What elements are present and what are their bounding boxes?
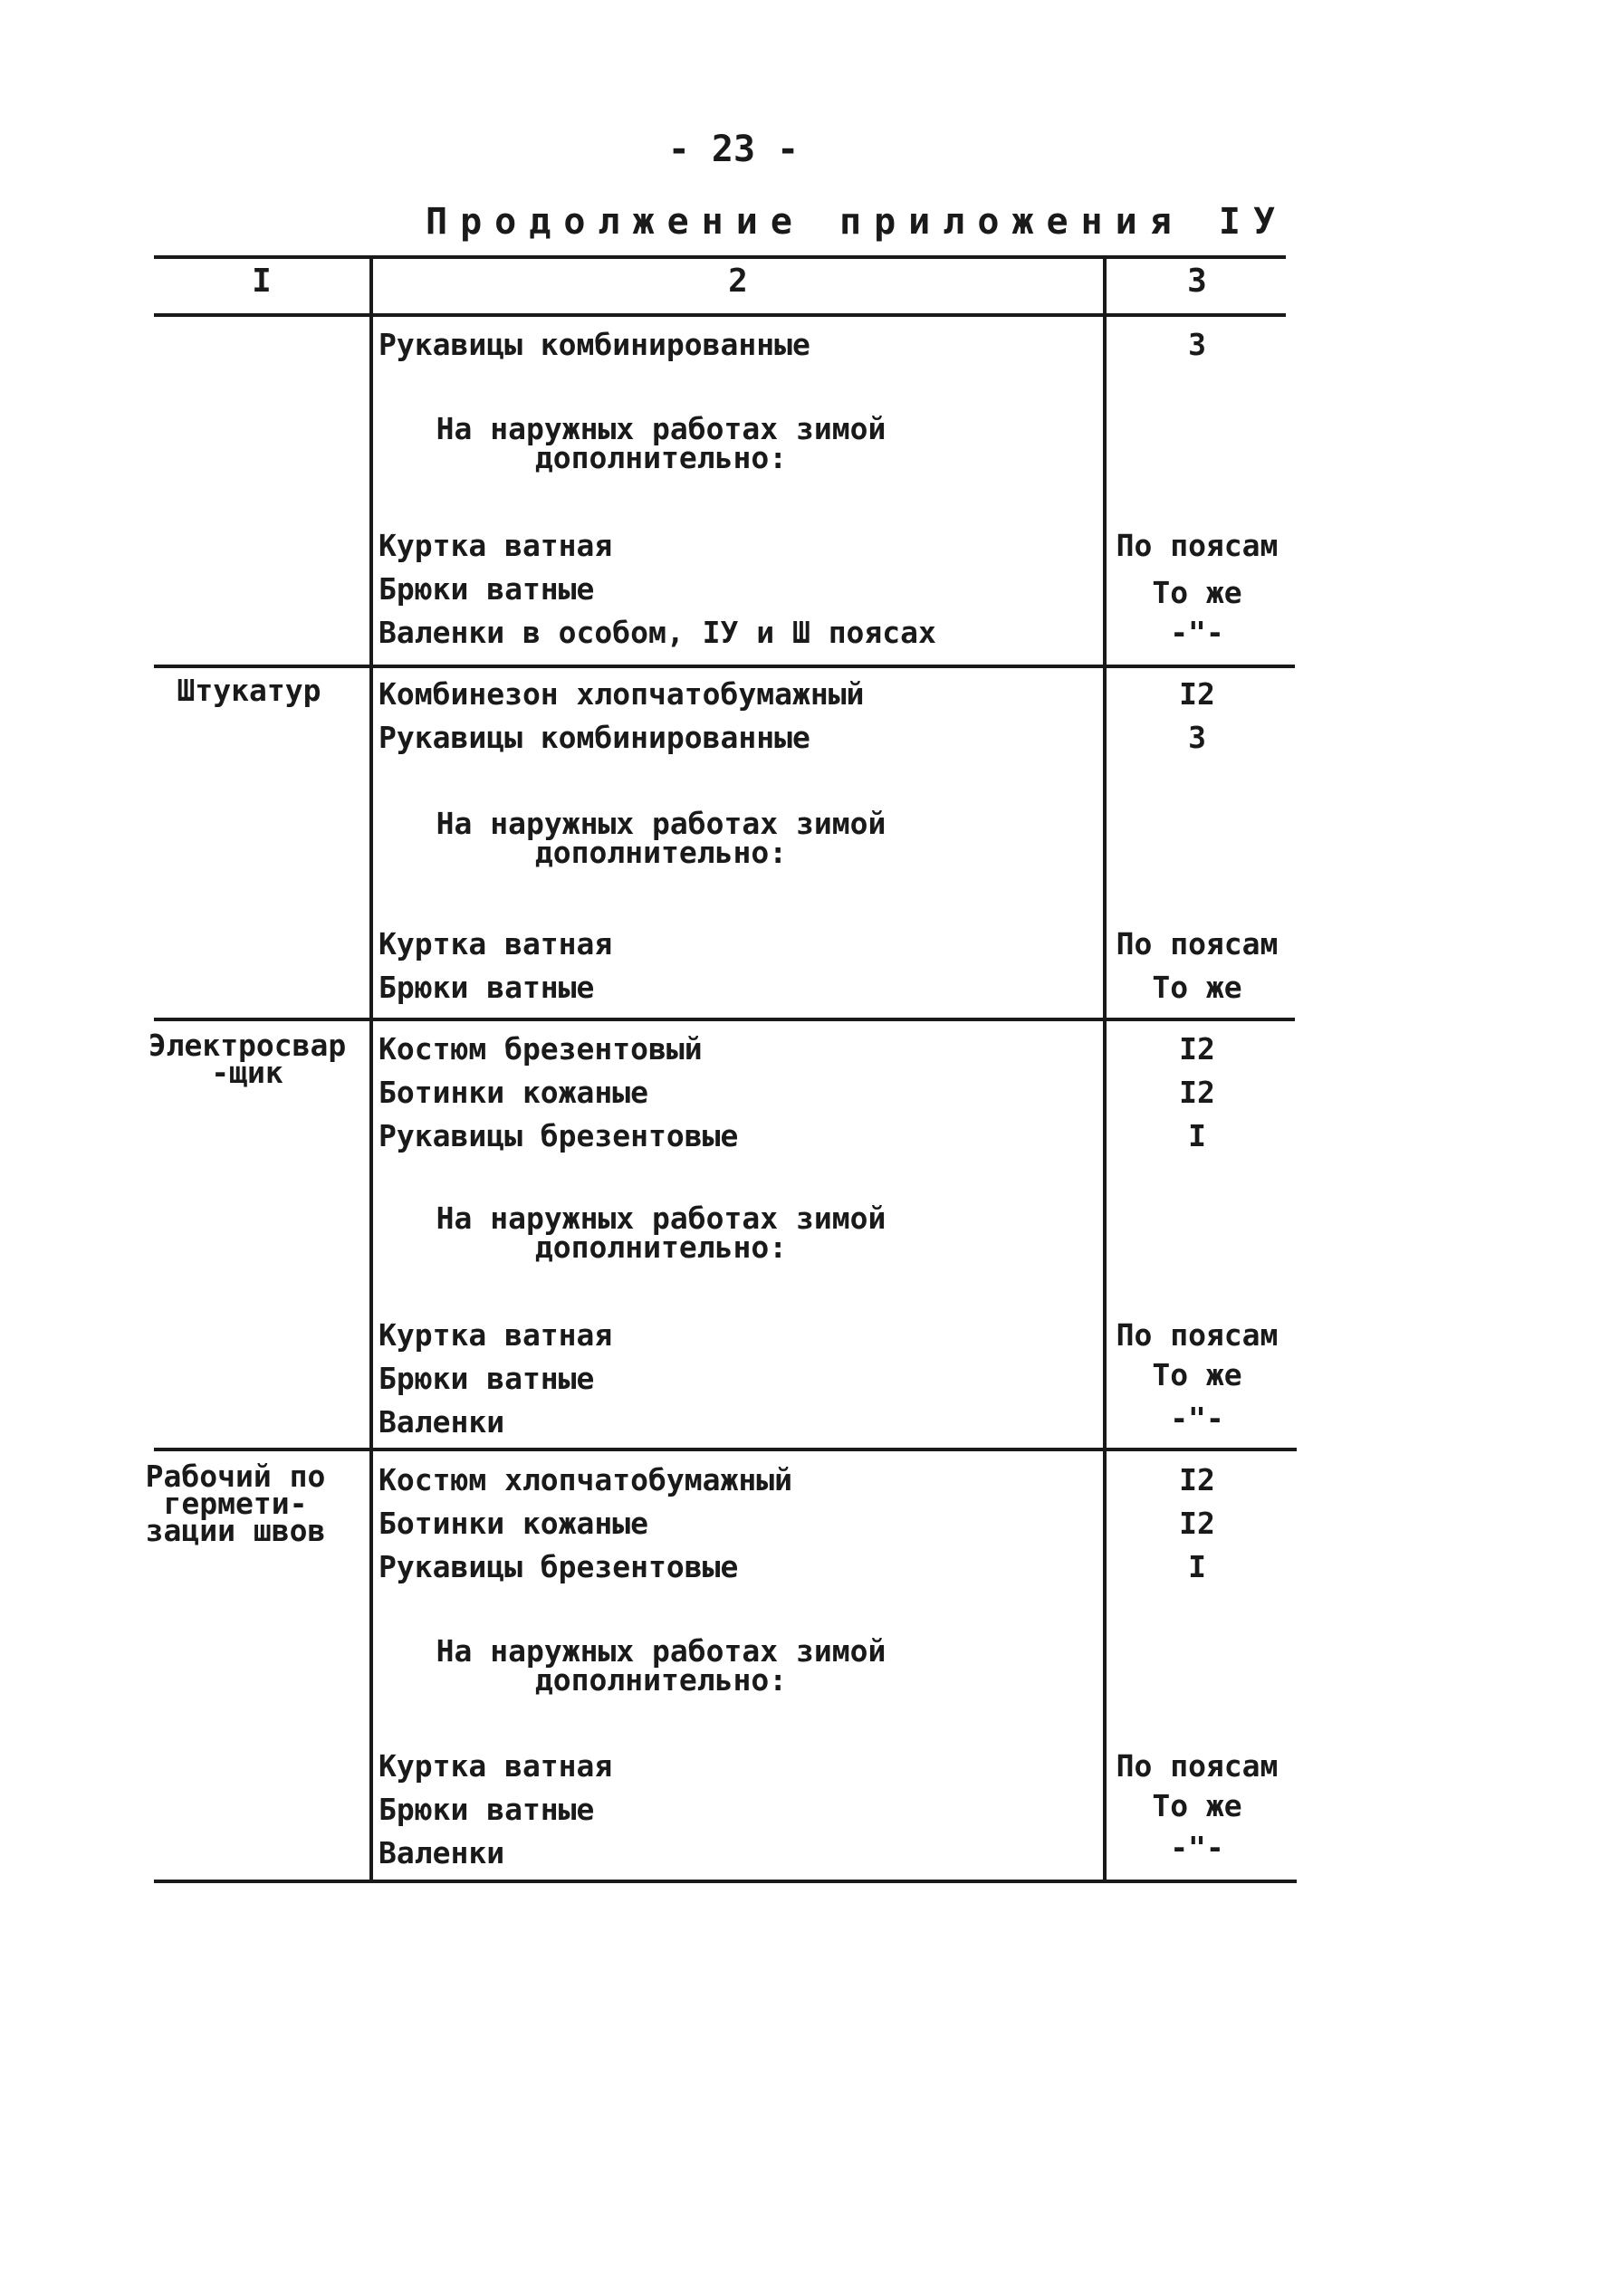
item-name: Рукавицы брезентовые — [379, 1549, 739, 1584]
item-term: -"- — [1170, 1830, 1224, 1865]
appendix-heading: Продолжение приложения IУ — [426, 201, 1289, 243]
item-term: I2 — [1179, 676, 1215, 712]
profession-name: Штукатур — [177, 673, 321, 708]
page-number: - 23 - — [667, 129, 800, 170]
item-term: По поясам — [1116, 528, 1279, 563]
item-name: Валенки в особом, IУ и Ш поясах — [379, 615, 936, 650]
item-name: Брюки ватные — [379, 571, 595, 607]
item-term: То же — [1152, 575, 1242, 610]
profession-name: Электросвар-щик — [148, 1028, 347, 1090]
column-header: 3 — [1187, 263, 1207, 300]
item-term: То же — [1152, 970, 1242, 1005]
table-bottom-rule — [154, 1880, 1297, 1883]
section-note: На наружных работах зимой дополнительно: — [436, 1201, 886, 1265]
item-name: Костюм хлопчатобумажный — [379, 1462, 792, 1497]
section-rule — [154, 1448, 1297, 1451]
item-term: -"- — [1170, 615, 1224, 650]
item-term: I — [1188, 1549, 1206, 1584]
header-bottom-rule — [154, 313, 1286, 317]
item-term: То же — [1152, 1788, 1242, 1823]
item-term: I2 — [1179, 1075, 1215, 1110]
item-term: I — [1188, 1118, 1206, 1153]
profession-name: Рабочий по гермети-зации швов — [145, 1459, 326, 1548]
item-term: -"- — [1170, 1401, 1224, 1436]
section-note: На наружных работах зимой дополнительно: — [436, 1633, 886, 1698]
item-term: 3 — [1188, 327, 1206, 362]
item-term: По поясам — [1116, 926, 1279, 961]
item-term: 3 — [1188, 720, 1206, 755]
section-note: На наружных работах зимой дополнительно: — [436, 806, 886, 870]
item-name: Брюки ватные — [379, 1792, 595, 1827]
item-term: I2 — [1179, 1031, 1215, 1067]
item-term: По поясам — [1116, 1748, 1279, 1784]
column-header: I — [252, 263, 272, 300]
item-term: I2 — [1179, 1506, 1215, 1541]
table-top-rule — [154, 255, 1286, 259]
section-note: На наружных работах зимой дополнительно: — [436, 411, 886, 475]
column-divider — [1103, 255, 1107, 1881]
item-name: Валенки — [379, 1835, 505, 1870]
section-rule — [154, 665, 1295, 668]
item-name: Куртка ватная — [379, 926, 613, 961]
item-name: Ботинки кожаные — [379, 1075, 649, 1110]
item-name: Валенки — [379, 1404, 505, 1440]
item-name: Рукавицы комбинированные — [379, 720, 810, 755]
column-header: 2 — [728, 263, 748, 300]
item-term: I2 — [1179, 1462, 1215, 1497]
item-name: Комбинезон хлопчатобумажный — [379, 676, 865, 712]
item-name: Ботинки кожаные — [379, 1506, 649, 1541]
item-name: Рукавицы комбинированные — [379, 327, 810, 362]
section-rule — [154, 1018, 1295, 1021]
item-name: Куртка ватная — [379, 1748, 613, 1784]
item-term: По поясам — [1116, 1317, 1279, 1353]
item-name: Куртка ватная — [379, 528, 613, 563]
item-term: То же — [1152, 1357, 1242, 1392]
item-name: Брюки ватные — [379, 970, 595, 1005]
column-divider — [369, 255, 373, 1881]
item-name: Куртка ватная — [379, 1317, 613, 1353]
item-name: Брюки ватные — [379, 1361, 595, 1396]
item-name: Костюм брезентовый — [379, 1031, 703, 1067]
item-name: Рукавицы брезентовые — [379, 1118, 739, 1153]
